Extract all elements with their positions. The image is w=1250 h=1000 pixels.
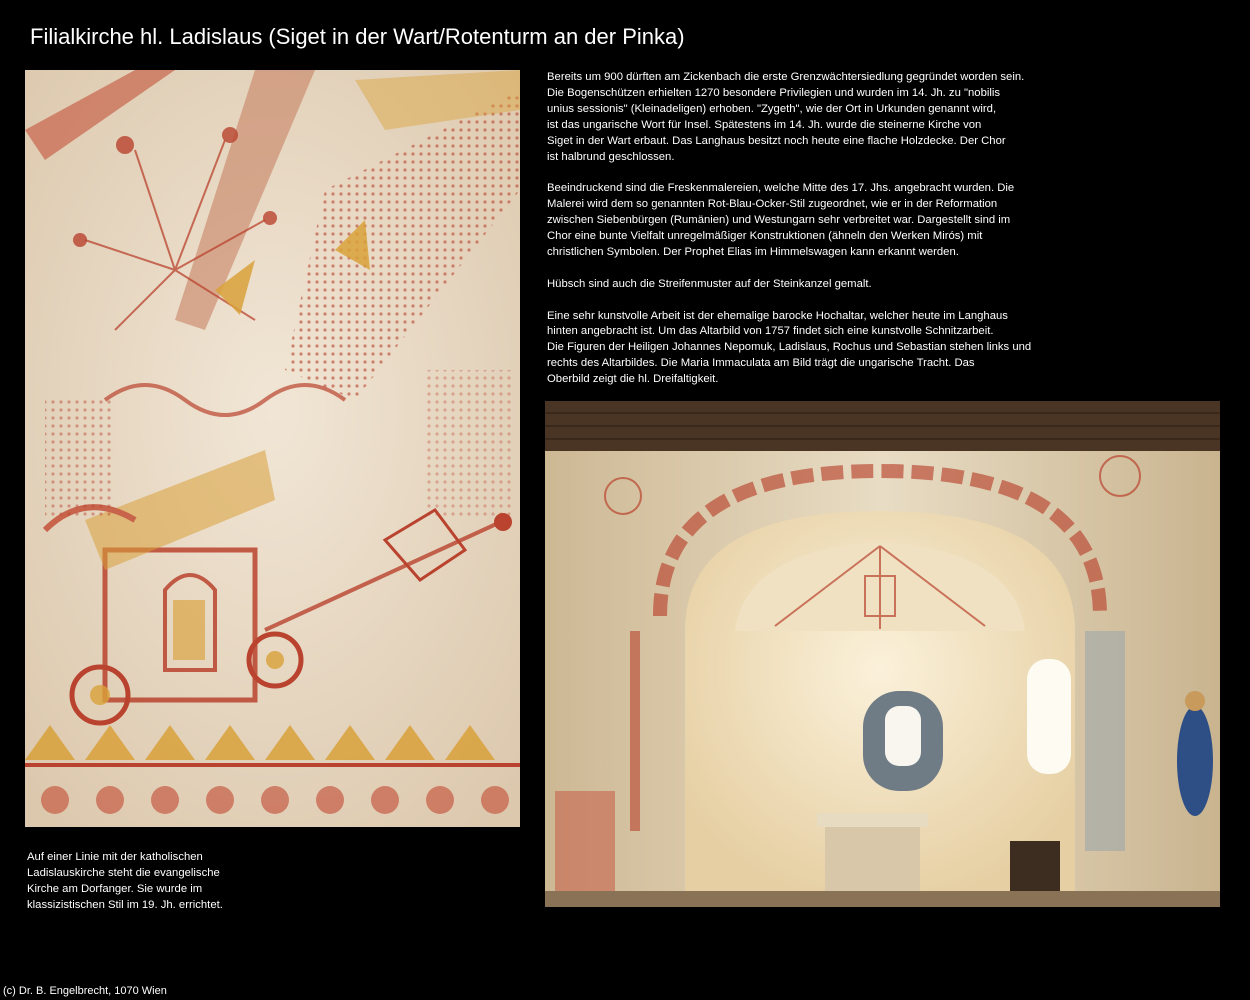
- paragraph-pulpit: Hübsch sind auch die Streifenmuster auf der Steinkanzel gemalt.: [547, 277, 872, 290]
- copyright-notice: (c) Dr. B. Engelbrecht, 1070 Wien: [3, 985, 167, 997]
- paragraph-frescoes: Beeindruckend sind die Freskenmalereien, welche Mitte des 17. Jhs. angebracht wurden. Die Malerei wird dem so genannten Rot-Blau-Ocker-Stil zugeordnet, wie er in der Reformation zwischen Siebenbürgen (Rumänien) und Westungarn sehr verbreitet war. Dargestellt sind im Chor eine bunte Vielfalt unregelmäßiger Konstruktionen (ähneln den Werken Mirós) mit christlichen Symbolen. Der Prophet Elias im Himmelswagen kann erkannt werden.: [547, 182, 1015, 258]
- caption-text: Auf einer Linie mit der katholischen Ladislauskirche steht die evangelische Kirche am Dorfanger. Sie wurde im klassizistischen Stil im 19. Jh. errichtet.: [27, 851, 223, 911]
- paragraph-history: Bereits um 900 dürften am Zickenbach die erste Grenzwächtersiedlung gegründet worden sein. Die Bogenschützen erhielten 1270 besondere Privilegien und wurden im 14. Jh. zu "nobilis unius sessionis" (Kleinadeligen) erhoben. "Zygeth", wie der Ort in Urkunden genannt wird, ist das ungarische Wort für Insel. Spätestens im 14. Jh. wurde die steinerne Kirche von Siget in der Wart erbaut. Das Langhaus besitzt noch heute eine flache Holzdecke. Der Chor ist halbrund geschlossen.: [547, 71, 1025, 163]
- description-text: [547, 70, 1077, 404]
- paragraph-altar: Eine sehr kunstvolle Arbeit ist der ehemalige barocke Hochaltar, welcher heute im Langhaus hinten angebracht ist. Um das Altarbild von 1757 findet sich eine kunstvolle Schnitzarbeit. Die Figuren der Heiligen Johannes Nepomuk, Ladislaus, Rochus und Sebastian stehen links und rechts des Altarbildes. Die Maria Immaculata am Bild trägt die ungarische Tracht. Das Oberbild zeigt die hl. Dreifaltigkeit.: [547, 309, 1032, 386]
- fresco-photo: [25, 70, 520, 827]
- interior-photo: [545, 401, 1220, 907]
- page-title: Filialkirche hl. Ladislaus (Siget in der Wart/Rotenturm an der Pinka): [30, 24, 685, 49]
